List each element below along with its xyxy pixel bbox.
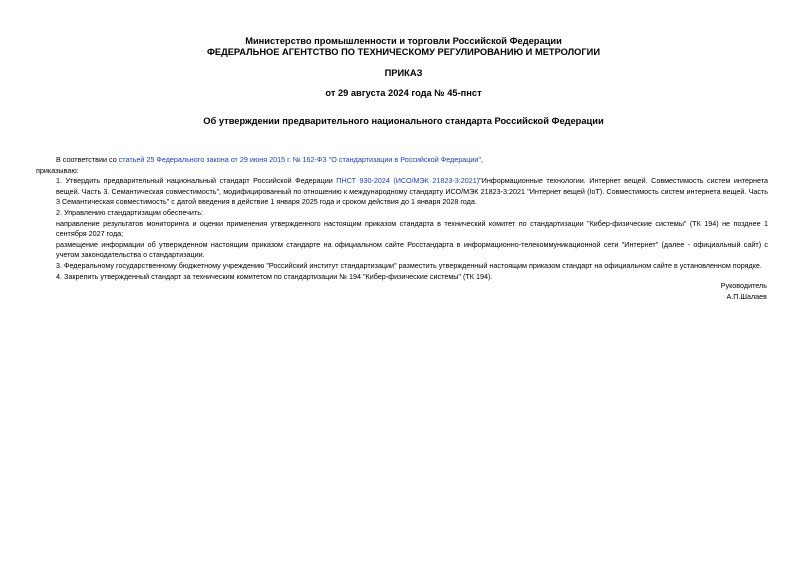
item-2-paragraph: 2. Управлению стандартизации обеспечить:: [56, 207, 203, 217]
intro-text-before: В соответствии со: [56, 155, 119, 164]
doc-subject: Об утверждении предварительного национального стандарта Российской Федерации: [203, 116, 604, 126]
doc-date-number: от 29 августа 2024 года № 45-пнст: [325, 88, 482, 98]
order-word: приказываю:: [36, 165, 79, 175]
intro-text-after: ,: [480, 155, 483, 164]
signature-name: А.П.Шалаев: [726, 292, 767, 301]
ministry-title: Министерство промышленности и торговли Российской Федерации: [245, 36, 562, 46]
item-4-paragraph: 4. Закрепить утвержденный стандарт за техническим комитетом по стандартизации № 194 "Кибер-физические системы" (ТК 194).: [56, 271, 493, 281]
document-body: [36, 155, 768, 282]
standard-link[interactable]: ПНСТ 930-2024 (ИСО/МЭК 21823-3:2021): [336, 176, 480, 186]
item-2b-paragraph: размещение информации об утвержденном настоящим приказом стандарте на официальном сайте Росстандарта в информационно-телекоммуникационной сети "Интернет" (далее - официальный сайт) с учетом законодательства о стандартизации.: [56, 239, 768, 260]
item-2a-paragraph: направление результатов мониторинга и оценки применения утвержденного настоящим приказом стандарта в технический комитет по стандартизации "Кибер-физические системы" (ТК 194) не позднее 1 сентября 2027 года;: [56, 218, 768, 239]
law-link[interactable]: статьей 25 Федерального закона от 29 июня 2015 г. № 162-ФЗ "О стандартизации в Российской Федерации": [118, 155, 481, 164]
item-1-text-before: 1. Утвердить предварительный национальный стандарт Российской Федерации: [56, 176, 337, 186]
agency-title: ФЕДЕРАЛЬНОЕ АГЕНТСТВО ПО ТЕХНИЧЕСКОМУ РЕГУЛИРОВАНИЮ И МЕТРОЛОГИИ: [206, 47, 601, 57]
item-1-paragraph: [56, 176, 768, 208]
signature-title: Руководитель: [720, 281, 767, 290]
doc-type: ПРИКАЗ: [384, 68, 423, 78]
item-1-text-after: "Информационные технологии. Интернет вещей. Совместимость систем интернета вещей. Часть 3. Семантическая совместимость", модифицированный по отношению к международному стандарту ИСО/МЭК 21823-3:2021 "Интернет вещей (IoT). Совместимость систем интернета вещей. Часть 3 Семантическая совместимость" с датой введения в действие 1 января 2025 года и сроком действия до 1 января 2028 года.: [56, 176, 768, 207]
item-3-paragraph: 3. Федеральному государственному бюджетному учреждению "Российский институт стандартизации" разместить утвержденный настоящим приказом стандарт на официальном сайте в установленном порядке.: [56, 260, 762, 270]
intro-paragraph: [56, 155, 768, 166]
